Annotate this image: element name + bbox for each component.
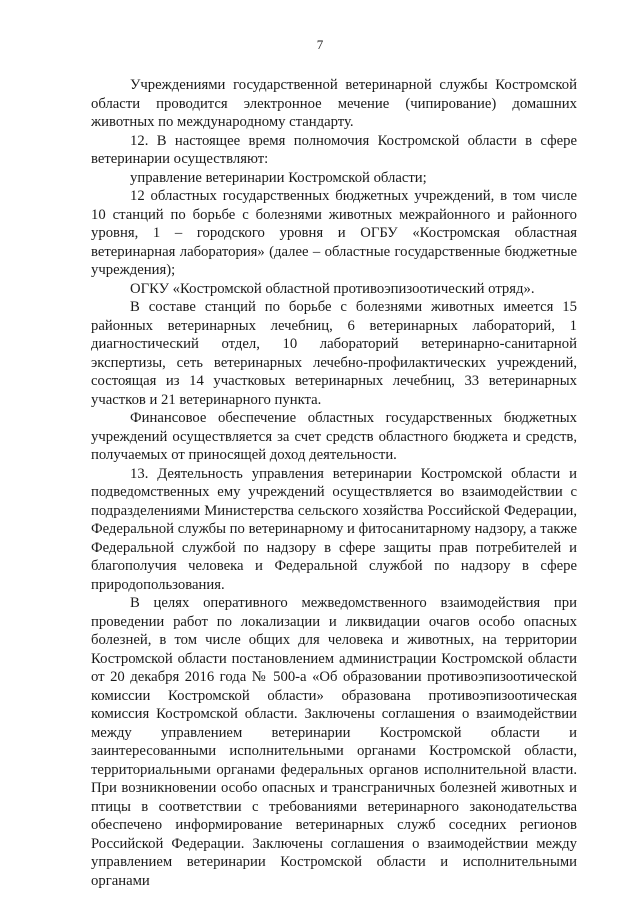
- paragraph-veterinary-administration: управление ветеринарии Костромской области;: [130, 169, 427, 186]
- paragraph-interagency-commission: В целях оперативного межведомственного взаимодействия при проведении работ по локализации и ликвидации очагов особо опасных болезней, в том числе общих для человека и животных, на территории Костромской области постановлением администрации Костромской области от 20 декабря 2016 года № 500-а «Об образовании противоэпизоотической комиссии Костромской области» образована противоэпизоотическая комиссия Костромской области. Заключены соглашения о взаимодействии между управлением ветеринарии Костромской области и заинтересованными исполнительными органами Костромской области, территориальными органами федеральных органов исполнительной власти. При возникновении особо опасных и трансграничных болезней животных и птицы в соответствии с требованиями ветеринарного законодательства обеспечено информирование ветеринарных служб соседних регионов Российской Федерации. Заключены соглашения о взаимодействии между управлением ветеринарии Костромской области и исполнительными органами: [91, 595, 577, 889]
- document-body: [91, 76, 577, 890]
- paragraph-12-powers: 12. В настоящее время полномочия Костромской области в сфере ветеринарии осуществляют:: [91, 132, 577, 167]
- paragraph-antiepizootic-unit: ОГКУ «Костромской областной противоэпизоотический отряд».: [130, 280, 535, 297]
- paragraph-budget-institutions: 12 областных государственных бюджетных учреждений, в том числе 10 станций по борьбе с болезнями животных межрайонного и районного уровня, 1 – городского уровня и ОГБУ «Костромская областная ветеринарная лаборатория» (далее – областные государственные бюджетные учреждения);: [91, 188, 577, 278]
- paragraph-stations-composition: В составе станций по борьбе с болезнями животных имеется 15 районных ветеринарных лечебниц, 6 ветеринарных лабораторий, 1 диагностический отдел, 10 лабораторий ветеринарно-санитарной экспертизы, сеть ветеринарных лечебно-профилактических учреждений, состоящая из 14 участковых ветеринарных лечебниц, 33 ветеринарных участков и 21 ветеринарного пункта.: [91, 299, 577, 408]
- page-number: 7: [316, 37, 324, 52]
- paragraph-financing: Финансовое обеспечение областных государственных бюджетных учреждений осуществляется за счет средств областного бюджета и средств, получаемых от приносящей доход деятельности.: [91, 410, 577, 463]
- paragraph-electronic-marking: Учреждениями государственной ветеринарной службы Костромской области проводится электронное мечение (чипирование) домашних животных по международному стандарту.: [91, 77, 577, 130]
- paragraph-13-cooperation: 13. Деятельность управления ветеринарии Костромской области и подведомственных ему учреждений осуществляется во взаимодействии с подразделениями Министерства сельского хозяйства Российской Федерации, Федеральной службы по ветеринарному и фитосанитарному надзору, а также Федеральной службой по надзору в сфере защиты прав потребителей и благополучия человека и Федеральной службой по надзору в сфере природопользования.: [91, 465, 577, 593]
